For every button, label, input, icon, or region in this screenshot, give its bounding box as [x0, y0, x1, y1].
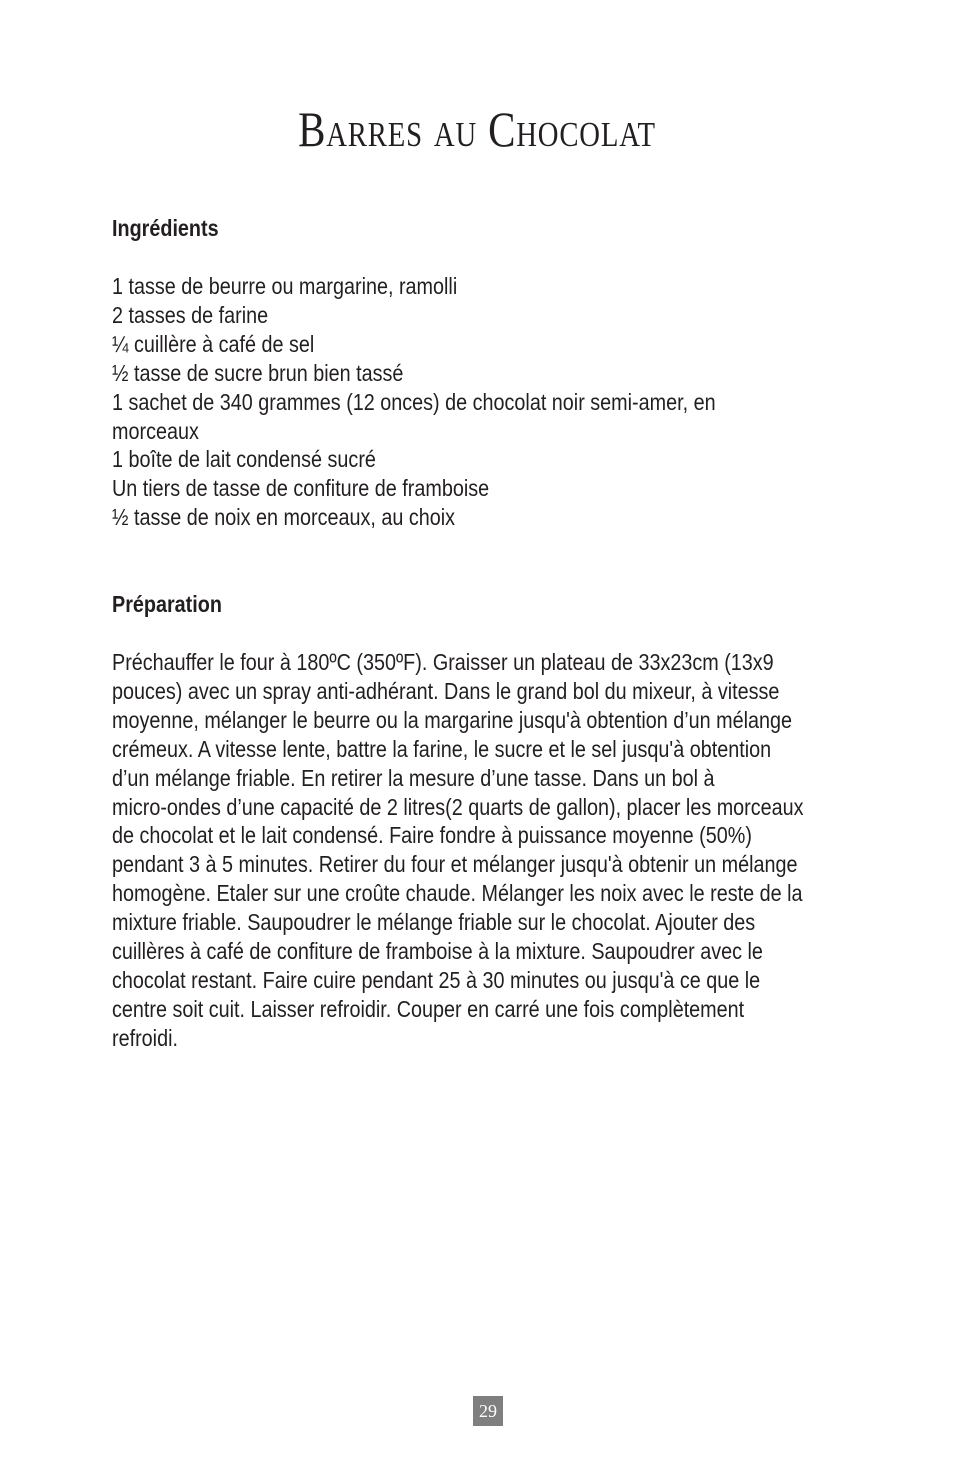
preparation-line: refroidi.: [112, 1024, 178, 1051]
ingredients-heading: Ingrédients: [112, 215, 219, 241]
preparation-line: d’un mélange friable. En retirer la mesure d’une tasse. Dans un bol à: [112, 764, 715, 791]
preparation-line: mixture friable. Saupoudrer le mélange friable sur le chocolat. Ajouter des: [112, 909, 756, 936]
preparation-line: de chocolat et le lait condensé. Faire fondre à puissance moyenne (50%): [112, 822, 752, 849]
ingredient-item: 2 tasses de farine: [112, 301, 269, 328]
ingredient-list: [112, 272, 882, 532]
ingredient-item: ½ tasse de sucre brun bien tassé: [112, 359, 404, 386]
ingredient-item: ¼ cuillère à café de sel: [112, 330, 315, 357]
preparation-line: micro-ondes d’une capacité de 2 litres(2 quarts de gallon), placer les morceaux: [112, 793, 804, 820]
page-number: 29: [473, 1396, 503, 1426]
preparation-line: crémeux. A vitesse lente, battre la farine, le sucre et le sel jusqu'à obtention: [112, 735, 772, 762]
preparation-heading: Préparation: [112, 591, 222, 617]
preparation-line: pouces) avec un spray anti-adhérant. Dans le grand bol du mixeur, à vitesse: [112, 677, 780, 704]
preparation-line: homogène. Etaler sur une croûte chaude. Mélanger les noix avec le reste de la: [112, 880, 803, 907]
preparation-text: [112, 648, 882, 1053]
ingredient-item: ½ tasse de noix en morceaux, au choix: [112, 504, 456, 531]
preparation-line: moyenne, mélanger le beurre ou la margarine jusqu'à obtention d’un mélange: [112, 706, 793, 733]
page-title: Barres au Chocolat: [298, 101, 656, 157]
preparation-line: pendant 3 à 5 minutes. Retirer du four et mélanger jusqu'à obtenir un mélange: [112, 851, 798, 878]
preparation-line: chocolat restant. Faire cuire pendant 25 à 30 minutes ou jusqu'à ce que le: [112, 966, 761, 993]
preparation-line: Préchauffer le four à 180ºC (350ºF). Graisser un plateau de 33x23cm (13x9: [112, 649, 774, 675]
ingredient-item: morceaux: [112, 417, 199, 444]
ingredient-item: Un tiers de tasse de confiture de framboise: [112, 475, 490, 502]
ingredient-item: 1 tasse de beurre ou margarine, ramolli: [112, 273, 458, 299]
ingredient-item: 1 sachet de 340 grammes (12 onces) de chocolat noir semi-amer, en: [112, 388, 716, 415]
preparation-line: cuillères à café de confiture de framboise à la mixture. Saupoudrer avec le: [112, 938, 763, 965]
preparation-line: centre soit cuit. Laisser refroidir. Couper en carré une fois complètement: [112, 995, 745, 1022]
ingredient-item: 1 boîte de lait condensé sucré: [112, 446, 376, 473]
